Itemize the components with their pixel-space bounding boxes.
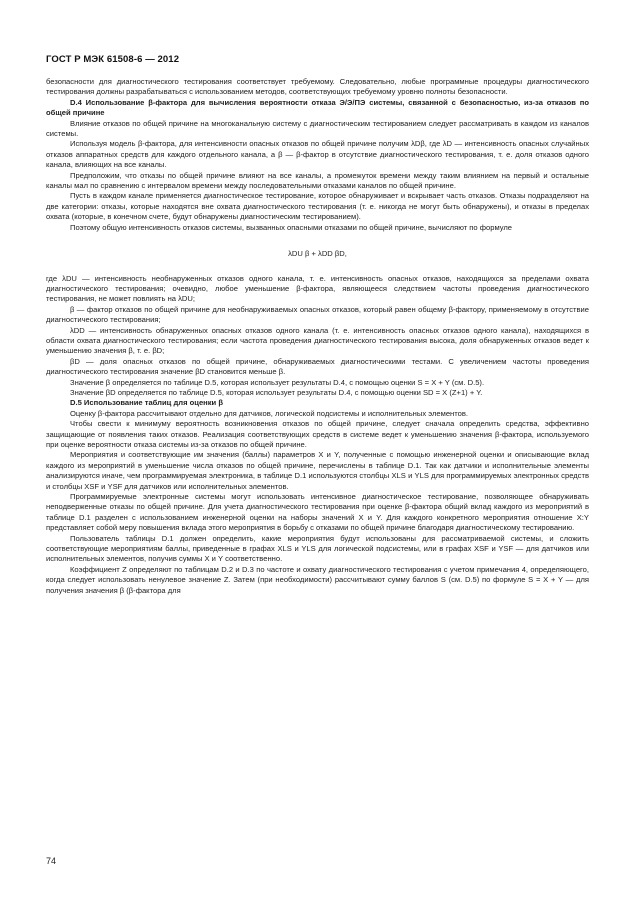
paragraph: βD — доля опасных отказов по общей причине, обнаруживаемых диагностическими тестами. С увеличением частоты проведения диагностического тестирования значение βD становится меньше β. xyxy=(46,356,589,377)
paragraph: Коэффициент Z определяют по таблицам D.2 и D.3 по частоте и охвату диагностического тестирования с учетом примечания 4, определяющего, когда следует использовать ненулевое значение Z. Затем (при необходимости) рассчитывают сумму баллов S (см. D.5) по формуле S = X + Y — для получения значения β (β-фактора для xyxy=(46,564,589,595)
paragraph: Влияние отказов по общей причине на многоканальную систему с диагностическим тестированием следует рассматривать в каждом из каналов системы. xyxy=(46,118,589,139)
paragraph: Поэтому общую интенсивность отказов системы, вызванных опасными отказами по общей причине, вычисляют по формуле xyxy=(70,222,513,232)
paragraph: Используя модель β-фактора, для интенсивности опасных отказов по общей причине получим λDβ, где λD — интенсивность опасных случайных отказов аппаратных средств для каждого отдельного канала, а β — β-фактор в отсутствие диагностического тестирования, т. е. доля отказов одного канала, влияющих на все каналы. xyxy=(46,139,589,170)
page-header: ГОСТ Р МЭК 61508-6 — 2012 xyxy=(46,54,180,65)
paragraph: Чтобы свести к минимуму вероятность возникновения отказов по общей причине, следует сначала определить средства, эффективно защищающие от появления таких отказов. Реализация соответствующих средств в системе ведет к уменьшению значения β-фактора, используемого при оценке вероятности отказа системы из-за отказов по общей причине. xyxy=(46,419,589,449)
section-heading: D.4 Использование β-фактора для вычисления вероятности отказа Э/Э/ПЭ системы, связанной с безопасностью, из-за отказов по общей причине xyxy=(46,97,589,118)
paragraph: Мероприятия и соответствующие им значения (баллы) параметров X и Y, полученные с помощью инженерной оценки и описывающие вклад каждого из мероприятий в уменьшение числа отказов по общей причине, перечислены в таблице D.1. Так как датчики и исполнительные элементы анализируются иначе, чем программируемая электроника, в таблице D.1 используются столбцы XLS и YLS для программируемых электронных средств и столбцы XSF и YSF для датчиков или исполнительных элементов. xyxy=(46,450,589,491)
paragraph: Программируемые электронные системы могут использовать интенсивное диагностическое тестирование, позволяющее обнаруживать неподверженные отказы по общей причине. Для учета диагностического тестирования при оценке β-фактора общий вклад каждого из мероприятий в таблице D.1 разделен с использованием инженерной оценки на наборы значений X и Y. Для каждого конкретного мероприятия отношение X:Y представляет собой меру повышения вклада этого мероприятия в борьбу с отказами по общей причине благодаря диагностическому тестированию. xyxy=(46,492,589,533)
paragraph: Оценку β-фактора рассчитывают отдельно для датчиков, логической подсистемы и исполнительных элементов. xyxy=(70,408,468,418)
paragraph: Пусть в каждом канале применяется диагностическое тестирование, которое обнаруживает и вскрывает часть отказов. Отказы подразделяют на две категории: отказы, которые находятся вне охвата диагностического тестирования (т. е. никогда не могут быть обнаружены), и отказы в пределах охвата (которые, в конечном счете, будут обнаружены диагностическим тестированием). xyxy=(46,191,589,222)
section-heading: D.5 Использование таблиц для оценки β xyxy=(70,398,223,408)
paragraph: Значение β определяется по таблице D.5, которая использует результаты D.4, с помощью оценки S = X + Y (см. D.5). xyxy=(70,377,485,387)
paragraph: λDD — интенсивность обнаруженных опасных отказов одного канала (т. е. интенсивность опасных отказов одного канала), находящихся в области охвата диагностического тестирования; если частота проведения диагностического тестирования высока, доля обнаруженных отказов ведет к уменьшению значения β, т. е. βD; xyxy=(46,325,589,356)
page-number: 74 xyxy=(46,856,57,866)
paragraph: где λDU — интенсивность необнаруженных отказов одного канала, т. е. интенсивность опасных отказов, находящихся за пределами охвата диагностического тестирования; очевидно, любое уменьшение β-фактора, являющееся следствием частоты проведения диагностического тестирования, не может повлиять на λDU; xyxy=(46,273,589,304)
paragraph: Пользователь таблицы D.1 должен определить, какие мероприятия будут использованы для рассматриваемой системы, и сложить соответствующие мероприятиям баллы, приведенные в графах XLS и YLS для логической подсистемы, или в графах XSF и YSF — для датчиков или исполнительных элементов, получив суммы X и Y соответственно. xyxy=(46,533,589,564)
formula: λDU β + λDD βD, xyxy=(288,249,347,259)
paragraph: Предположим, что отказы по общей причине влияют на все каналы, а промежуток времени между таким влиянием на первый и остальные каналы мал по сравнению с интервалом времени между последовательными отказами каналов по общей причине. xyxy=(46,170,589,191)
paragraph: β — фактор отказов по общей причине для необнаруживаемых опасных отказов, который равен общему β-фактору, применяемому в отсутствие диагностического тестирования; xyxy=(46,304,589,325)
paragraph: безопасности для диагностического тестирования соответствует требуемому. Следовательно, любые программные процедуры диагностического тестирования должны разрабатываться с использованием методов, соответствующих требуемому уровню полноты безопасности. xyxy=(46,77,589,97)
document-body xyxy=(46,77,589,596)
paragraph: Значение βD определяется по таблице D.5, которая использует результаты D.4, с помощью оценки SD = X (Z+1) + Y. xyxy=(70,387,483,397)
